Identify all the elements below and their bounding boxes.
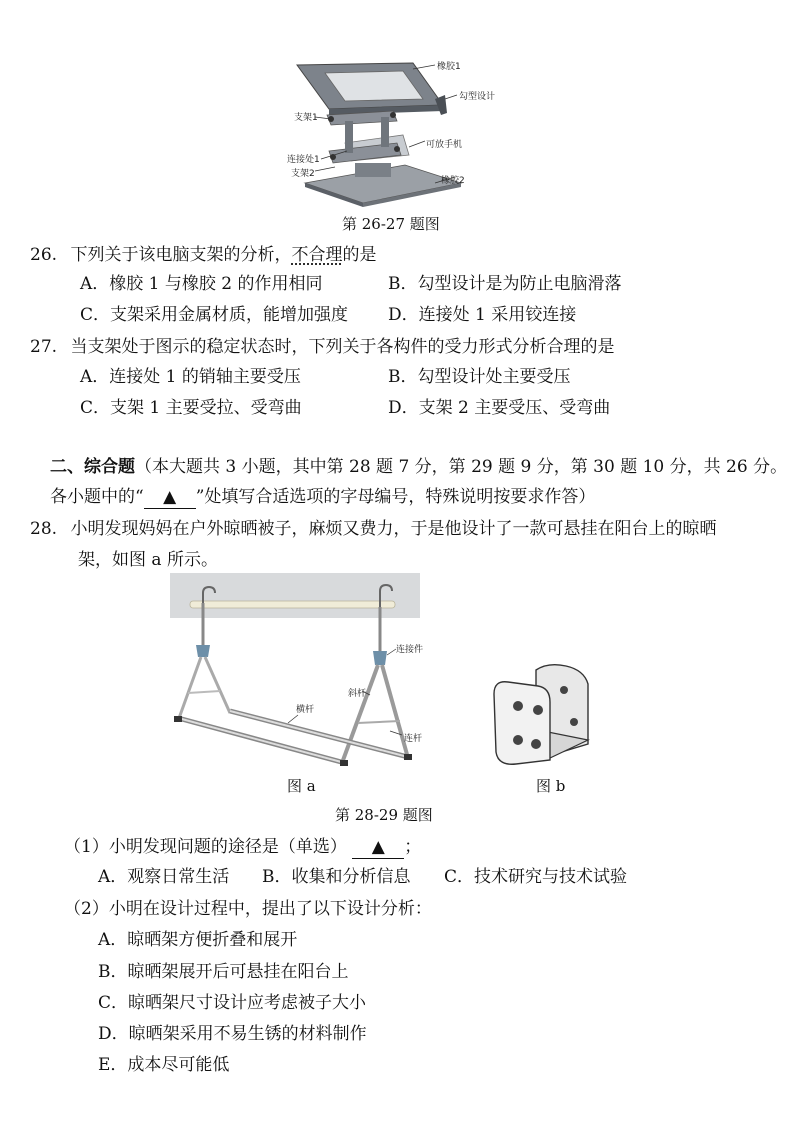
q28-stem-text1: 小明发现妈妈在户外晾晒被子，麻烦又费力，于是他设计了一款可悬挂在阳台上的晾晒 (70, 519, 717, 539)
q26-stem-pre: 下列关于该电脑支架的分析， (70, 245, 292, 265)
q28-sub1-option-c: C．技术研究与技术试验 (444, 867, 628, 887)
q27-number: 27. (30, 337, 58, 357)
label-connector: 连接件 (396, 645, 424, 655)
section2-desc: （本大题共 3 小题，其中第 28 题 7 分，第 29 题 9 分，第 30 题 10 分，共 26 分。 (135, 457, 788, 477)
q27-stem-text: 当支架处于图示的稳定状态时，下列关于各构件的受力形式分析合理的是 (70, 337, 615, 357)
laptop-stand-drawing (285, 55, 525, 215)
q28-number: 28. (30, 519, 58, 539)
drying-rack-figure (170, 573, 423, 773)
drying-rack-drawing (170, 573, 423, 773)
q27-stem (30, 336, 614, 358)
label-rubber1: 橡胶1 (437, 62, 461, 72)
q28-sub2-item-c: C．晾晒架尺寸设计应考虑被子大小 (98, 993, 367, 1013)
label-slant: 斜杆 (348, 689, 367, 699)
q28-sub2-item-a: A．晾晒架方便折叠和展开 (98, 930, 298, 950)
q28-sub2-item-b: B．晾晒架展开后可悬挂在阳台上 (98, 962, 349, 982)
q28-sub1-stem (64, 836, 421, 859)
q27-option-c: C．支架 1 主要受拉、受弯曲 (80, 398, 302, 418)
figure1-caption: 第 26-27 题图 (342, 215, 440, 233)
q28-sub2-stem: （2）小明在设计过程中，提出了以下设计分析： (64, 899, 432, 919)
section2-line2 (50, 486, 595, 509)
q28-sub1-text: （1）小明发现问题的途径是（单选） (64, 837, 347, 857)
q26-stem (30, 244, 376, 266)
q27-option-a: A．连接处 1 的销轴主要受压 (80, 367, 301, 387)
q28-stem-line2: 架，如图 a 所示。 (78, 550, 218, 570)
label-phone: 可放手机 (426, 140, 463, 150)
section2-title: 二、综合题 (50, 457, 135, 477)
q27-option-d: D．支架 2 主要受压、受弯曲 (388, 398, 611, 418)
q26-option-d: D．连接处 1 采用铰连接 (388, 305, 577, 325)
label-joint1: 连接处1 (287, 155, 320, 165)
q26-option-b: B．勾型设计是为防止电脑滑落 (388, 274, 622, 294)
label-bracket1: 支架1 (294, 113, 318, 123)
label-bracket2: 支架2 (291, 169, 315, 179)
q26-option-c: C．支架采用金属材质，能增加强度 (80, 305, 349, 325)
laptop-stand-figure (285, 55, 525, 215)
label-rod: 连杆 (404, 734, 423, 744)
bracket-part-figure (488, 660, 598, 770)
figure-a-label: 图 a (287, 777, 316, 795)
label-rubber2: 橡胶2 (441, 176, 465, 186)
q28-sub2-item-d: D．晾晒架采用不易生锈的材料制作 (98, 1024, 367, 1044)
q27-option-b: B．勾型设计处主要受压 (388, 367, 571, 387)
section2-line2-post: ”处填写合适选项的字母编号，特殊说明按要求作答） (195, 487, 596, 507)
q26-stem-emphasis: 不合理 (291, 245, 343, 265)
q28-stem-line1 (30, 518, 716, 540)
q28-sub1-option-b: B．收集和分析信息 (262, 867, 411, 887)
q28-sub1-option-a: A．观察日常生活 (98, 867, 230, 887)
q28-sub1-blank: ▲ (352, 836, 404, 859)
q26-option-a: A．橡胶 1 与橡胶 2 的作用相同 (80, 274, 323, 294)
q28-sub1-post: ； (404, 837, 422, 857)
section2-header (50, 456, 787, 478)
q26-stem-post: 的是 (342, 245, 377, 265)
label-crossbar: 横杆 (296, 705, 315, 715)
q26-number: 26. (30, 245, 58, 265)
bracket-part-drawing (488, 660, 598, 770)
q28-sub2-item-e: E．成本尽可能低 (98, 1055, 230, 1075)
section2-line2-pre: 各小题中的“ (50, 487, 144, 507)
section2-blank-mark: ▲ (144, 486, 196, 509)
label-hook: 勾型设计 (459, 92, 496, 102)
figure2-caption: 第 28-29 题图 (335, 806, 433, 824)
figure-b-label: 图 b (536, 777, 566, 795)
